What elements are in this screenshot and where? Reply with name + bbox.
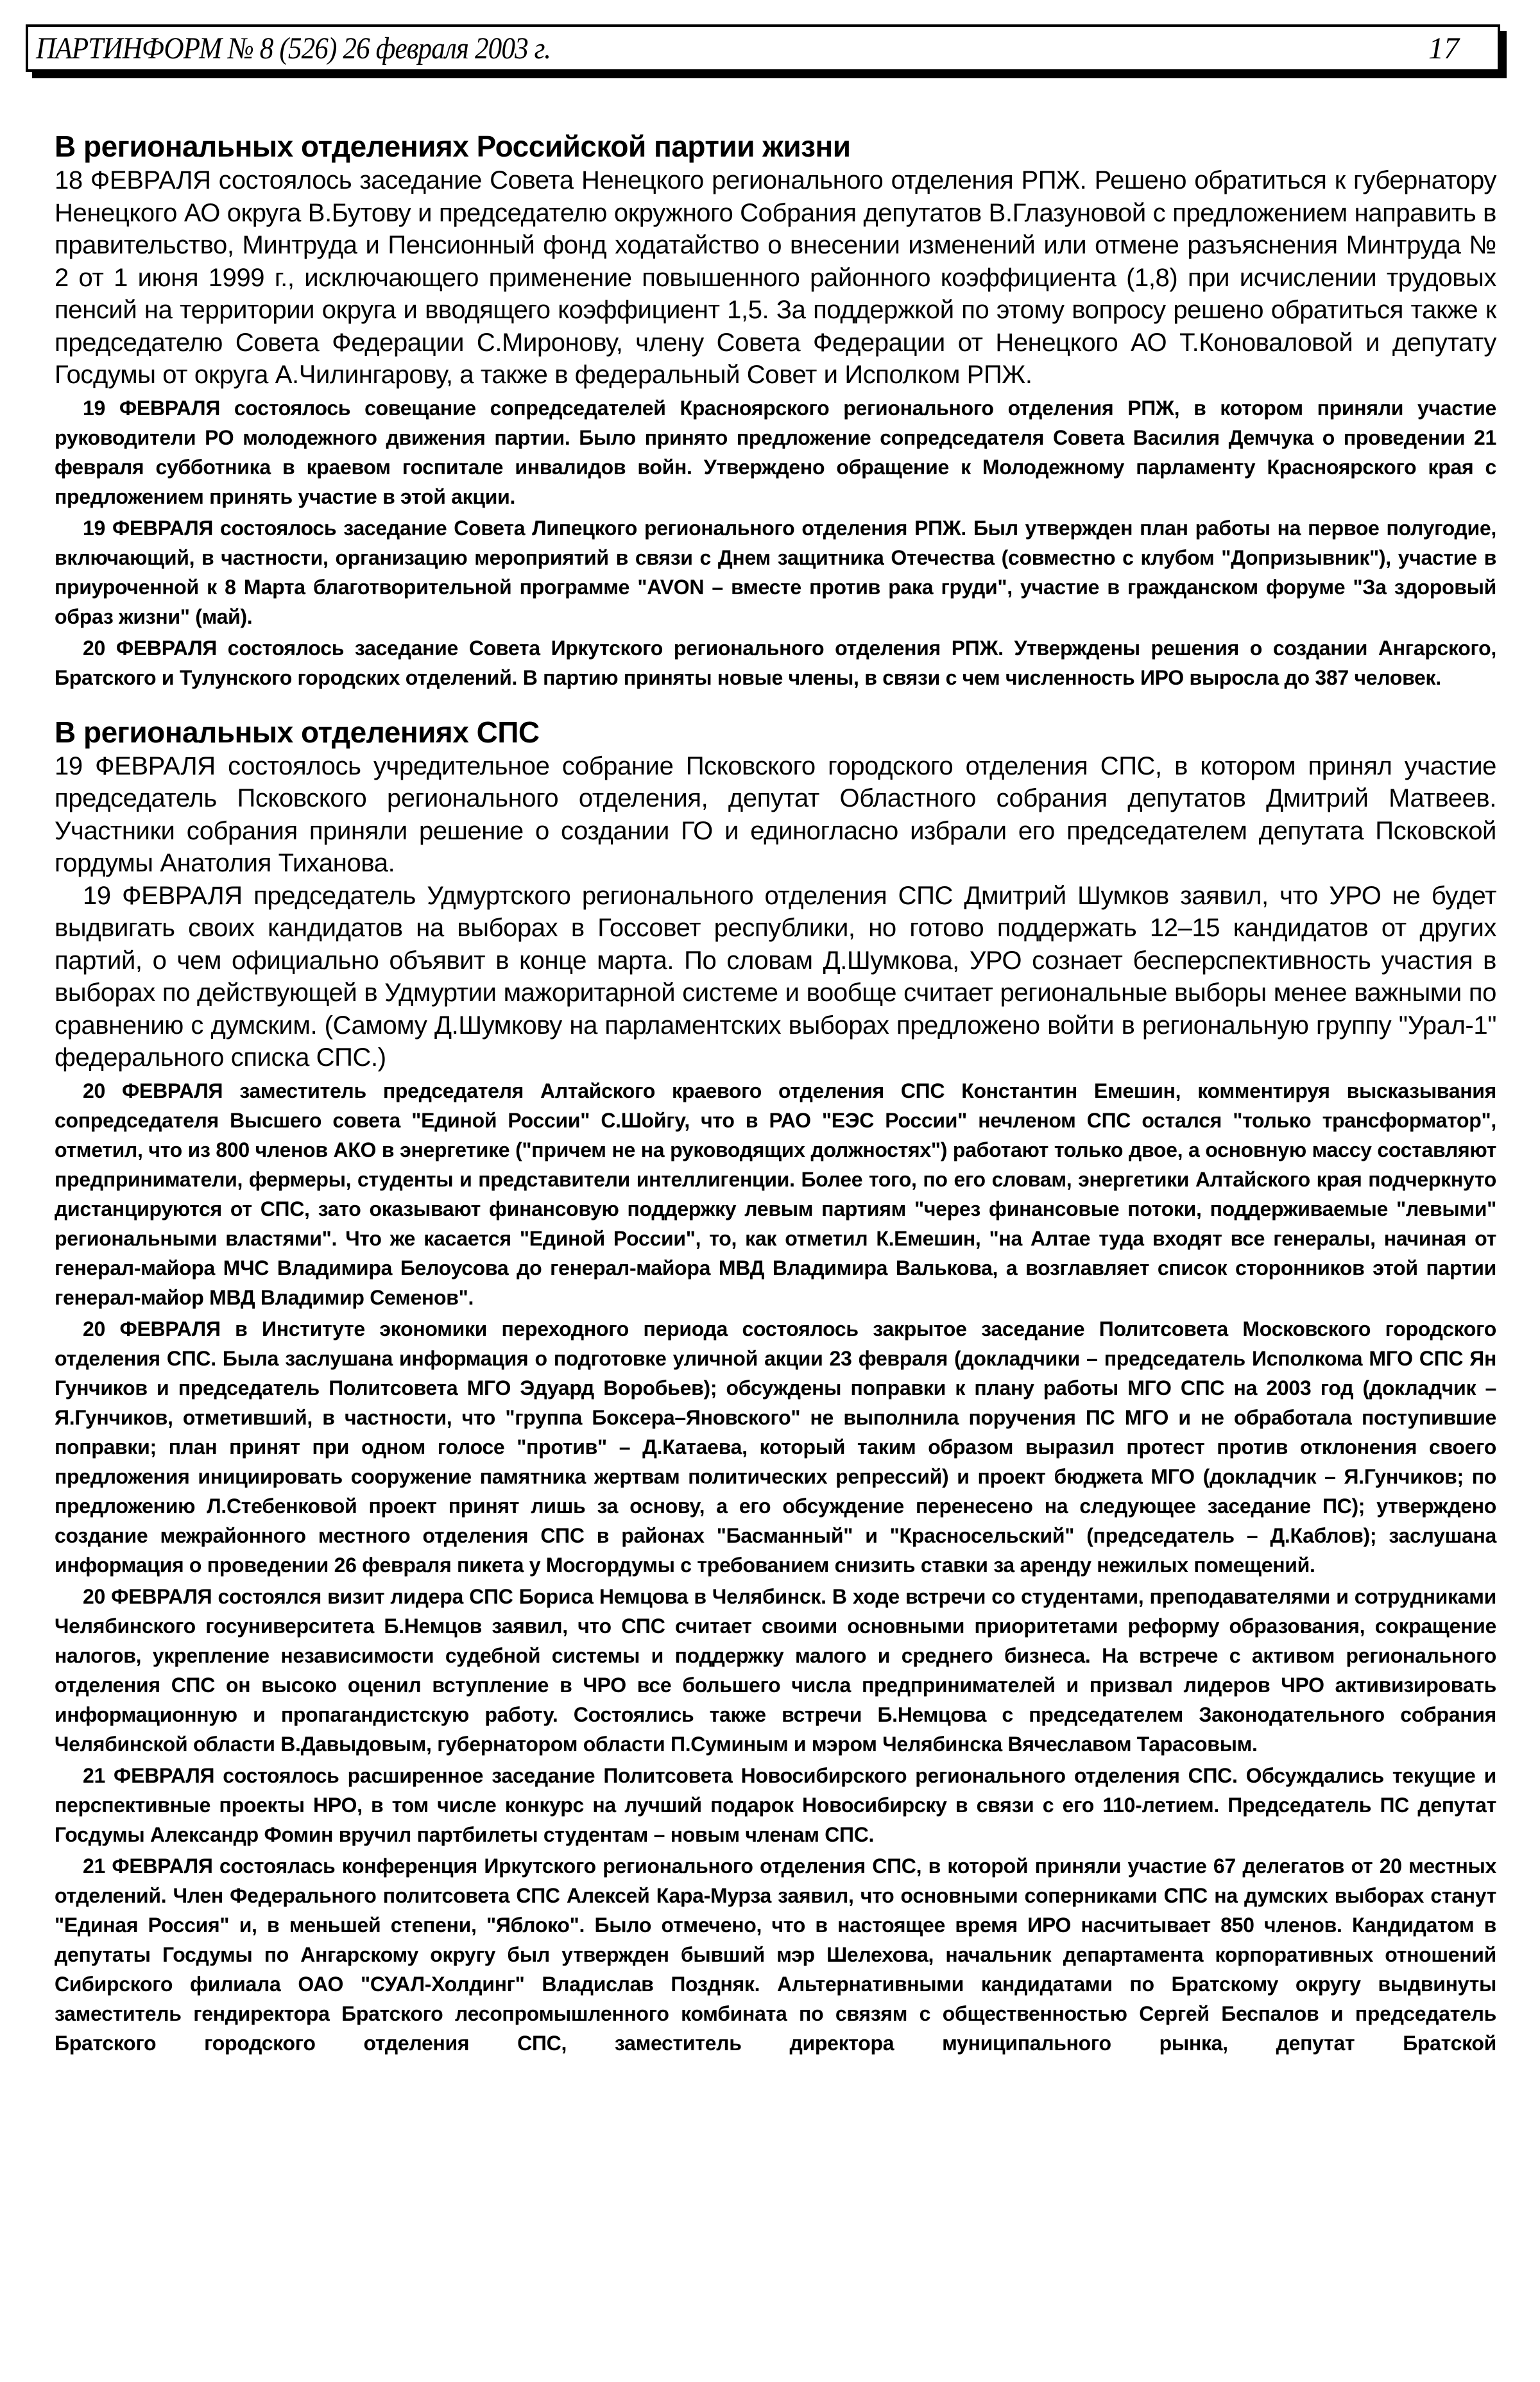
- news-item: 18 ФЕВРАЛЯ состоялось заседание Совета Ненецкого регионального отделения РПЖ. Решено обратиться к губернатору Ненецкого АО округа В.Бутову и председателю окружного Собрания депутатов В.Глазуновой с предложением направить в правительство, Минтруда и Пенсионный фонд ходатайство о внесении изменений или отмене разъяснения Минтруда № 2 от 1 июня 1999 г., исключающего применение повышенного районного коэффициента (1,8) при исчислении трудовых пенсий на территории округа и вводящего коэффициент 1,5. За поддержкой по этому вопросу решено обратиться также к председателю Совета Федерации С.Миронову, члену Совета Федерации от Ненецкого АО Т.Коноваловой и депутату Госдумы от округа А.Чилингарову, а также в федеральный Совет и Исполком РПЖ.: [55, 166, 1496, 389]
- news-item: 19 ФЕВРАЛЯ состоялось заседание Совета Липецкого регионального отделения РПЖ. Был утвержден план работы на первое полугодие, включающий, в частности, организацию мероприятий в связи с Днем защитника Отечества (совместно с клубом "Допризывник"), участие в приуроченной к 8 Марта благотворительной программе "AVON – вместе против рака груди", участие в гражданском форуме "За здоровый образ жизни" (май).: [55, 516, 1496, 628]
- news-item: 20 ФЕВРАЛЯ состоялось заседание Совета Иркутского регионального отделения РПЖ. Утверждены решения о создании Ангарского, Братского и Тулунского городских отделений. В партию приняты новые члены, в связи с чем численность ИРО выросла до 387 человек.: [55, 636, 1496, 689]
- page-header: [26, 24, 1500, 72]
- section-rpzh: [55, 128, 1496, 692]
- news-item: 20 ФЕВРАЛЯ заместитель председателя Алтайского краевого отделения СПС Константин Емешин, комментируя высказывания сопредседателя Высшего совета "Единой России" С.Шойгу, что в РАО "ЕЭС России" нечленом СПС остался "только трансформатор", отметил, что из 800 членов АКО в энергетике ("причем не на руководящих должностях") работают только двое, а основную массу составляют предприниматели, фермеры, студенты и представители интеллигенции. Более того, по его словам, энергетики Алтайского края подчеркнуто дистанцируются от СПС, зато оказывают финансовую поддержку левым партиям "через финансовые потоки, поддерживаемые "левыми" региональными властями". Что же касается "Единой России", то, как отметил К.Емешин, "на Алтае туда входят все генералы, начиная от генерал-майора МЧС Владимира Белоусова до генерал-майора МВД Владимира Валькова, а возглавляет список сторонников этой партии генерал-майор МВД Владимир Семенов".: [55, 1079, 1496, 1309]
- news-item: 21 ФЕВРАЛЯ состоялась конференция Иркутского регионального отделения СПС, в которой приняли участие 67 делегатов от 20 местных отделений. Член Федерального политсовета СПС Алексей Кара-Мурза заявил, что основными соперниками СПС на думских выборах станут "Единая Россия" и, в меньшей степени, "Яблоко". Было отмечено, что в настоящее время ИРО насчитывает 850 членов. Кандидатом в депутаты Госдумы по Ангарскому округу был утвержден бывший мэр Шелехова, начальник департамента корпоративных отношений Сибирского филиала ОАО "СУАЛ-Холдинг" Владислав Поздняк. Альтернативными кандидатами по Братскому округу выдвинуты заместитель гендиректора Братского лесопромышленного комбината по связям с общественностью Сергей Беспалов и председатель Братского городского отделения СПС, заместитель директора муниципального рынка, депутат Братской: [55, 1854, 1496, 2055]
- section-sps: [55, 714, 1496, 2058]
- page-number: 17: [1428, 31, 1459, 65]
- news-item: 19 ФЕВРАЛЯ состоялось совещание сопредседателей Красноярского регионального отделения РПЖ, в котором приняли участие руководители РО молодежного движения партии. Было принято предложение сопредседателя Совета Василия Демчука о проведении 21 февраля субботника в краевом госпитале инвалидов войн. Утверждено обращение к Молодежному парламенту Красноярского края с предложением принять участие в этой акции.: [55, 396, 1496, 508]
- section-heading: В региональных отделениях СПС: [55, 715, 540, 749]
- news-item: 19 ФЕВРАЛЯ состоялось учредительное собрание Псковского городского отделения СПС, в котором принял участие председатель Псковского регионального отделения, депутат Областного собрания депутатов Дмитрий Матвеев. Участники собрания приняли решение о создании ГО и единогласно избрали его председателем депутата Псковской гордумы Анатолия Тиханова.: [55, 751, 1496, 877]
- news-item: 19 ФЕВРАЛЯ председатель Удмуртского регионального отделения СПС Дмитрий Шумков заявил, что УРО не будет выдвигать своих кандидатов на выборах в Госсовет республики, но готово поддержать 12–15 кандидатов от других партий, о чем официально объявит в конце марта. По словам Д.Шумкова, УРО сознает бесперспективность участия в выборах по действующей в Удмуртии мажоритарной системе и вообще считает региональные выборы менее важными по сравнению с думским. (Самому Д.Шумкову на парламентских выборах предложено войти в региональную группу "Урал-1" федерального списка СПС.): [55, 881, 1496, 1072]
- news-item: 20 ФЕВРАЛЯ в Институте экономики переходного периода состоялось закрытое заседание Политсовета Московского городского отделения СПС. Была заслушана информация о подготовке уличной акции 23 февраля (докладчики – председатель Исполкома МГО СПС Ян Гунчиков и председатель Политсовета МГО Эдуард Воробьев); обсуждены поправки к плану работы МГО СПС на 2003 год (докладчик – Я.Гунчиков, отметивший, в частности, что "группа Боксера–Яновского" не выполнила поручения ПС МГО и не обработала поступившие поправки; план принят при одном голосе "против" – Д.Катаева, который таким образом выразил протест против отклонения своего предложения инициировать сооружение памятника жертвам политических репрессий) и проект бюджета МГО (докладчик – Я.Гунчиков; по предложению Л.Стебенковой проект принят лишь за основу, а его обсуждение перенесено на следующее заседание ПС); утверждено создание межрайонного местного отделения СПС в районах "Басманный" и "Красносельский" (председатель – Д.Каблов); заслушана информация о проведении 26 февраля пикета у Мосгордумы с требованием снизить ставки за аренду нежилых помещений.: [55, 1317, 1496, 1577]
- section-heading: В региональных отделениях Российской партии жизни: [55, 130, 851, 163]
- article-body: [55, 128, 1496, 2058]
- publication-title: ПАРТИНФОРМ № 8 (526) 26 февраля 2003 г.: [36, 31, 551, 65]
- news-item: 20 ФЕВРАЛЯ состоялся визит лидера СПС Бориса Немцова в Челябинск. В ходе встречи со студентами, преподавателями и сотрудниками Челябинского госуниверситета Б.Немцов заявил, что СПС считает своими основными приоритетами реформу образования, сокращение налогов, укрепление независимости судебной системы и поддержку малого и среднего бизнеса. На встрече с активом регионального отделения СПС он высоко оценил вступление в ЧРО все большего числа предпринимателей и призвал лидеров ЧРО активизировать информационную и пропагандистскую работу. Состоялись также встречи Б.Немцова с председателем Законодательного собрания Челябинской области В.Давыдовым, губернатором области П.Суминым и мэром Челябинска Вячеславом Тарасовым.: [55, 1584, 1496, 1756]
- news-item: 21 ФЕВРАЛЯ состоялось расширенное заседание Политсовета Новосибирского регионального отделения СПС. Обсуждались текущие и перспективные проекты НРО, в том числе конкурс на лучший подарок Новосибирску в связи с его 110-летием. Председатель ПС депутат Госдумы Александр Фомин вручил партбилеты студентам – новым членам СПС.: [55, 1763, 1496, 1846]
